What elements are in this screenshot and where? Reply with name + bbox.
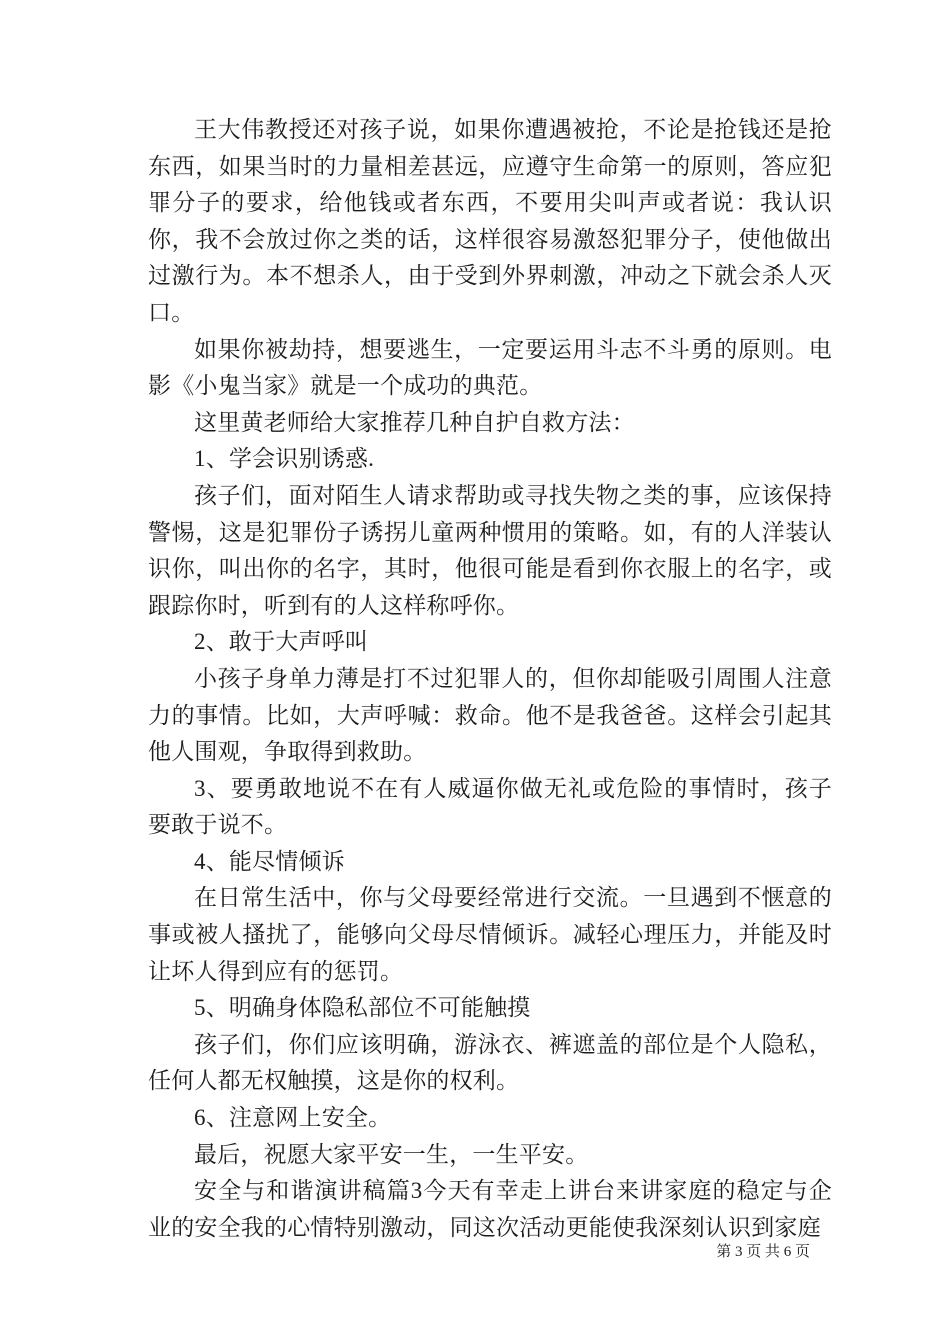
paragraph: 2、敢于大声呼叫 xyxy=(194,629,369,655)
paragraph: 1、学会识别诱惑. xyxy=(194,446,375,472)
paragraph: 孩子们，面对陌生人请求帮助或寻找失物之类的事，应该保持警惕，这是犯罪份子诱拐儿童两种惯用的策略。如，有的人洋装认识你，叫出你的名字，其时，他很可能是看到你衣服上的名字，或跟踪你时，听到有的人这样称呼你。 xyxy=(148,482,832,618)
paragraph: 安全与和谐演讲稿篇3今天有幸走上讲台来讲家庭的稳定与企业的安全我的心情特别激动，同这次活动更能使我深刻认识到家庭 xyxy=(148,1178,832,1240)
paragraph: 这里黄老师给大家推荐几种自护自救方法： xyxy=(194,409,635,435)
paragraph: 在日常生活中，你与父母要经常进行交流。一旦遇到不惬意的事或被人搔扰了，能够向父母尽情倾诉。减轻心理压力，并能及时让坏人得到应有的惩罚。 xyxy=(148,885,832,984)
paragraph: 3、要勇敢地说不在有人威逼你做无礼或危险的事情时，孩子要敢于说不。 xyxy=(148,775,832,838)
paragraph: 孩子们，你们应该明确，游泳衣、裤遮盖的部位是个人隐私，任何人都无权触摸，这是你的权利。 xyxy=(148,1031,832,1094)
paragraph: 6、注意网上安全。 xyxy=(194,1105,392,1131)
page-number-label: 第 3 页 共 6 页 xyxy=(716,1244,810,1260)
paragraph: 小孩子身单力薄是打不过犯罪人的，但你却能吸引周围人注意力的事情。比如，大声呼喊：救命。他不是我爸爸。这样会引起其他人围观，争取得到救助。 xyxy=(148,665,832,765)
page-footer xyxy=(148,1242,810,1262)
paragraph: 最后，祝愿大家平安一生，一生平安。 xyxy=(194,1141,589,1167)
paragraph: 5、明确身体隐私部位不可能触摸 xyxy=(194,995,531,1021)
paragraph: 王大伟教授还对孩子说，如果你遭遇被抢，不论是抢钱还是抢东西，如果当时的力量相差甚远，应遵守生命第一的原则，答应犯罪分子的要求，给他钱或者东西，不要用尖叫声或者说：我认识你，我不会放过你之类的话，这样很容易激怒犯罪分子，使他做出过激行为。本不想杀人，由于受到外界刺激，冲动之下就会杀人灭口。 xyxy=(148,117,832,325)
paragraph: 4、能尽情倾诉 xyxy=(194,848,345,874)
paragraph: 如果你被劫持，想要逃生，一定要运用斗志不斗勇的原则。电影《小鬼当家》就是一个成功的典范。 xyxy=(148,336,832,399)
document-body xyxy=(148,112,832,1246)
